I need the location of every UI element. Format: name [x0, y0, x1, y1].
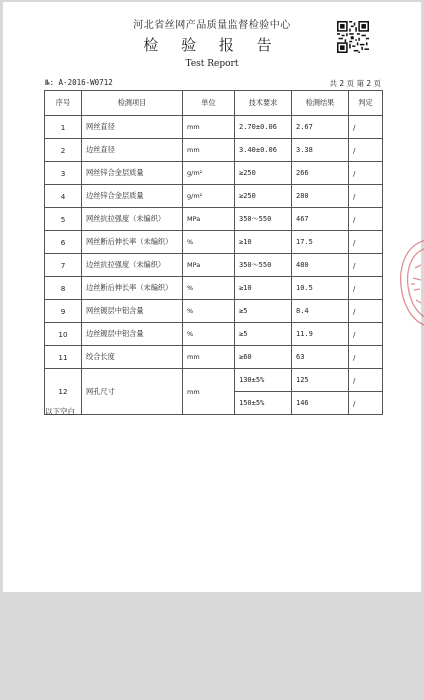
cell-item: 边丝直径 — [82, 139, 183, 162]
table-row — [45, 162, 383, 185]
cell-no: 10 — [45, 323, 82, 346]
cell-req: ≥250 — [235, 185, 292, 208]
cell-no: 2 — [45, 139, 82, 162]
cell-no: 7 — [45, 254, 82, 277]
report-number: №: A-2016-W0712 — [45, 78, 113, 87]
cell-result: 266 — [292, 162, 349, 185]
cell-result: 125 — [292, 369, 349, 392]
header-result: 检测结果 — [292, 91, 349, 116]
cell-unit: mm — [183, 116, 235, 139]
table-row — [45, 323, 383, 346]
cell-no: 5 — [45, 208, 82, 231]
header-item: 检测项目 — [82, 91, 183, 116]
results-table — [44, 90, 383, 415]
cell-req: ≥60 — [235, 346, 292, 369]
cell-judge: / — [349, 346, 383, 369]
cell-req: 130±5% — [235, 369, 292, 392]
cell-unit: mm — [183, 139, 235, 162]
table-row — [45, 185, 383, 208]
cell-item: 网丝直径 — [82, 116, 183, 139]
cell-result: 8.4 — [292, 300, 349, 323]
cell-req: ≥5 — [235, 300, 292, 323]
table-row — [45, 277, 383, 300]
cell-item: 网丝镀层中铝含量 — [82, 300, 183, 323]
cell-unit: % — [183, 231, 235, 254]
cell-item: 网丝锌合金层质量 — [82, 162, 183, 185]
org-name: 河北省丝网产品质量监督检验中心 — [133, 20, 291, 31]
table-row — [45, 116, 383, 139]
table-row — [45, 254, 383, 277]
table-header-row — [45, 91, 383, 116]
cell-req: ≥250 — [235, 162, 292, 185]
cell-req: ≥5 — [235, 323, 292, 346]
table-row — [45, 346, 383, 369]
header-unit: 单位 — [183, 91, 235, 116]
cell-result: 3.38 — [292, 139, 349, 162]
cell-result: 280 — [292, 185, 349, 208]
cell-no: 12 — [45, 369, 82, 415]
report-title-cn: 检 验 报 告 — [143, 36, 281, 54]
cell-unit: MPa — [183, 208, 235, 231]
cell-judge: / — [349, 392, 383, 415]
cell-item: 边丝断后伸长率（未编织） — [82, 277, 183, 300]
qr-code-icon — [337, 21, 369, 53]
table-row — [45, 369, 383, 392]
report-page — [3, 2, 421, 592]
cell-item: 网丝抗拉强度（未编织） — [82, 208, 183, 231]
cell-result: 11.9 — [292, 323, 349, 346]
blank-below-note: 以下空白 — [45, 407, 75, 416]
cell-unit: % — [183, 277, 235, 300]
cell-unit: mm — [183, 369, 235, 415]
cell-req: 2.70±0.06 — [235, 116, 292, 139]
header-no: 序号 — [45, 91, 82, 116]
cell-result: 467 — [292, 208, 349, 231]
table-row — [45, 300, 383, 323]
cell-no: 11 — [45, 346, 82, 369]
cell-no: 3 — [45, 162, 82, 185]
cell-judge: / — [349, 369, 383, 392]
cell-judge: / — [349, 323, 383, 346]
cell-judge: / — [349, 116, 383, 139]
cell-result: 17.5 — [292, 231, 349, 254]
cell-no: 4 — [45, 185, 82, 208]
cell-unit: % — [183, 323, 235, 346]
cell-result: 10.5 — [292, 277, 349, 300]
cell-unit: g/m² — [183, 185, 235, 208]
table-row — [45, 231, 383, 254]
page-count: 共 2 页 第 2 页 — [329, 79, 381, 88]
cell-result: 2.67 — [292, 116, 349, 139]
cell-judge: / — [349, 254, 383, 277]
stamp-icon — [397, 238, 424, 328]
cell-req: 350～550 — [235, 254, 292, 277]
table-row — [45, 139, 383, 162]
cell-item: 绞合长度 — [82, 346, 183, 369]
cell-result: 480 — [292, 254, 349, 277]
cell-req: 150±5% — [235, 392, 292, 415]
cell-item: 边丝镀层中铝含量 — [82, 323, 183, 346]
cell-req: ≥10 — [235, 277, 292, 300]
cell-item: 边丝锌合金层质量 — [82, 185, 183, 208]
cell-item: 网丝断后伸长率（未编织） — [82, 231, 183, 254]
cell-judge: / — [349, 185, 383, 208]
header-req: 技术要求 — [235, 91, 292, 116]
cell-judge: / — [349, 300, 383, 323]
cell-item: 网孔尺寸 — [82, 369, 183, 415]
table-row — [45, 208, 383, 231]
cell-judge: / — [349, 139, 383, 162]
cell-judge: / — [349, 231, 383, 254]
cell-unit: MPa — [183, 254, 235, 277]
report-title-en: Test Report — [185, 59, 239, 69]
cell-req: 350～550 — [235, 208, 292, 231]
cell-result: 146 — [292, 392, 349, 415]
cell-item: 边丝抗拉强度（未编织） — [82, 254, 183, 277]
cell-unit: g/m² — [183, 162, 235, 185]
cell-unit: % — [183, 300, 235, 323]
header-judge: 判定 — [349, 91, 383, 116]
cell-no: 8 — [45, 277, 82, 300]
cell-no: 6 — [45, 231, 82, 254]
cell-no: 1 — [45, 116, 82, 139]
cell-judge: / — [349, 162, 383, 185]
cell-req: 3.40±0.06 — [235, 139, 292, 162]
cell-judge: / — [349, 208, 383, 231]
cell-judge: / — [349, 277, 383, 300]
cell-no: 9 — [45, 300, 82, 323]
cell-req: ≥10 — [235, 231, 292, 254]
cell-unit: mm — [183, 346, 235, 369]
cell-result: 63 — [292, 346, 349, 369]
